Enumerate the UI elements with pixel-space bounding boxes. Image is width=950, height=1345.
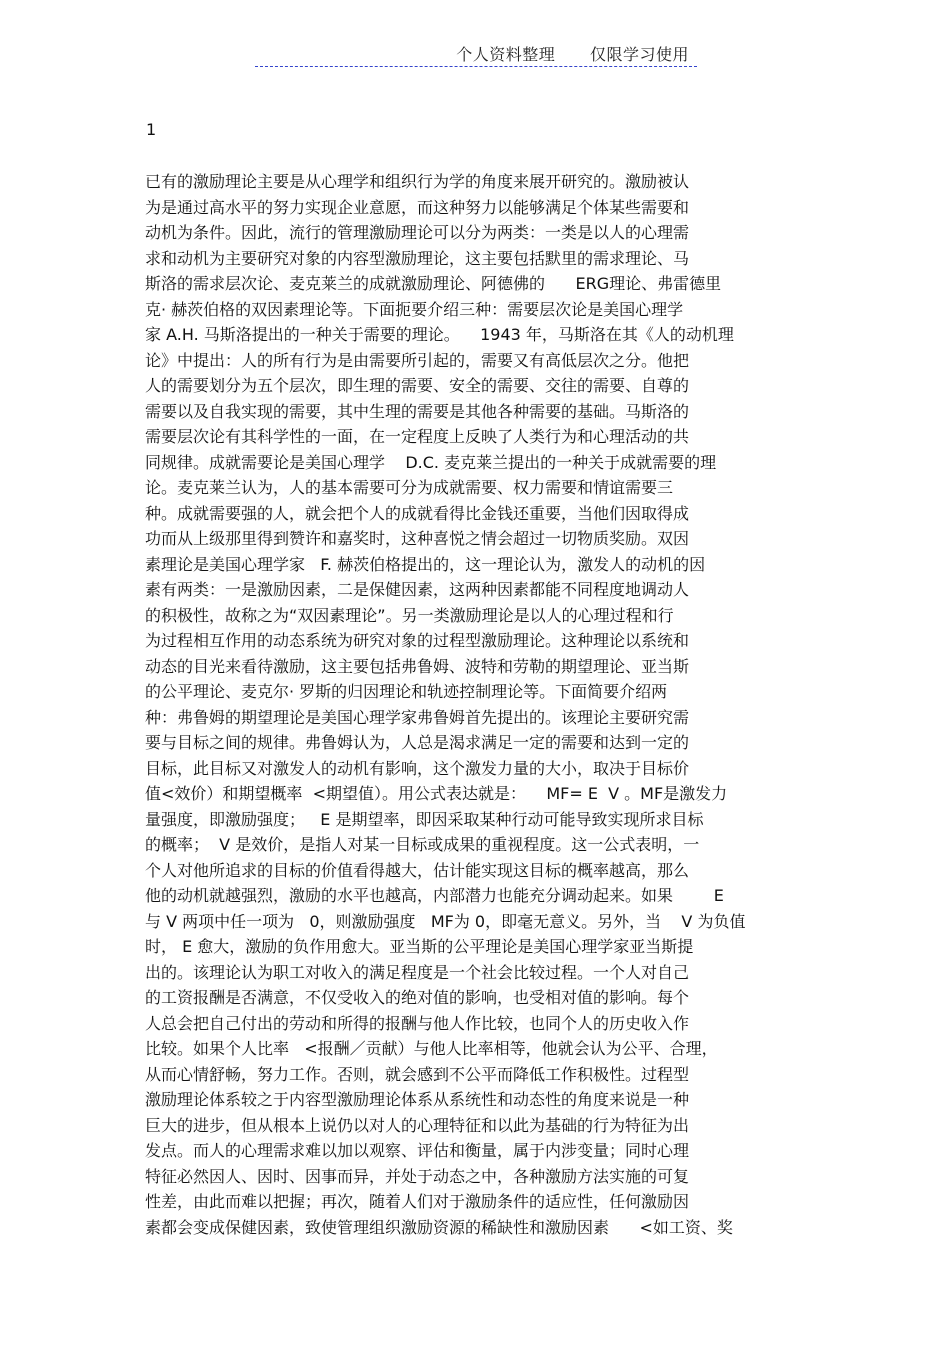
text-line: 素理论是美国心理学家 F. 赫茨伯格提出的，这一理论认为，激发人的动机的因 [145,554,706,574]
text-line: 克· 赫茨伯格的双因素理论等。下面扼要介绍三种：需要层次论是美国心理学 [145,299,684,319]
text-line: 论。麦克莱兰认为，人的基本需要可分为成就需要、权力需要和情谊需要三 [145,478,674,497]
text-line: 的公平理论、麦克尔· 罗斯的归因理论和轨迹控制理论等。下面简要介绍两 [145,682,668,701]
page-number: 1 [146,120,157,139]
text-line: 素都会变成保健因素，致使管理组织激励资源的稀缺性和激励因素 <如工资、奖 [145,1217,733,1237]
text-line: 素有两类：一是激励因素，二是保健因素，这两种因素都能不同程度地调动人 [145,580,690,599]
text-line: 为过程相互作用的动态系统为研究对象的过程型激励理论。这种理论以系统和 [145,631,690,650]
body-paragraph [145,169,805,1240]
text-line: 激励理论体系较之于内容型激励理论体系从系统性和动态性的角度来说是一种 [145,1090,690,1109]
text-line: 的概率； V 是效价，是指人对某一目标或成果的重视程度。这一公式表明，一 [145,835,700,854]
text-line: 特征必然因人、因时、因事而异，并处于动态之中，各种激励方法实施的可复 [145,1166,690,1186]
text-line: 人总会把自己付出的劳动和所得的报酬与他人作比较，也同个人的历史收入作 [145,1013,690,1033]
text-line: 个人对他所追求的目标的价值看得越大，估计能实现这目标的概率越高，那么 [145,860,690,880]
page-header [255,42,697,67]
text-line: 时， E 愈大，激励的负作用愈大。亚当斯的公平理论是美国心理学家亚当斯提 [145,937,694,956]
text-line: 需要以及自我实现的需要，其中生理的需要是其他各种需要的基础。马斯洛的 [145,401,690,421]
text-line: 家 A.H. 马斯洛提出的一种关于需要的理论。 1943 年，马斯洛在其《人的动机理 [145,325,734,344]
text-line: 斯洛的需求层次论、麦克莱兰的成就激励理论、阿德佛的 ERG理论、弗雷德里 [145,274,722,293]
text-line: 值<效价）和期望概率 <期望值）。用公式表达就是： MF= E V 。MF是激发力 [145,784,728,803]
text-line: 人的需要划分为五个层次，即生理的需要、安全的需要、交往的需要、自尊的 [145,376,690,395]
text-line: 性差，由此而难以把握；再次，随着人们对于激励条件的适应性，任何激励因 [145,1192,690,1211]
text-line: 出的。该理论认为职工对收入的满足程度是一个社会比较过程。一个人对自己 [145,962,690,982]
text-line: 论》中提出：人的所有行为是由需要所引起的，需要又有高低层次之分。他把 [145,350,690,370]
text-line: 巨大的进步，但从根本上说仍以对人的心理特征和以此为基础的行为特征为出 [145,1115,690,1135]
header-text: 个人资料整理 仅限学习使用 [456,45,689,64]
text-line: 发点。而人的心理需求难以加以观察、评估和衡量，属于内涉变量；同时心理 [145,1141,690,1160]
text-line: 的积极性，故称之为“双因素理论”。另一类激励理论是以人的心理过程和行 [145,605,674,625]
text-line: 为是通过高水平的努力实现企业意愿，而这种努力以能够满足个体某些需要和 [145,197,690,217]
text-line: 从而心情舒畅，努力工作。否则，就会感到不公平而降低工作积极性。过程型 [145,1064,690,1084]
text-line: 目标，此目标又对激发人的动机有影响，这个激发力量的大小，取决于目标价 [145,758,690,778]
text-line: 动态的目光来看待激励，这主要包括弗鲁姆、波特和劳勒的期望理论、亚当斯 [145,656,690,676]
text-line: 求和动机为主要研究对象的内容型激励理论，这主要包括默里的需求理论、马 [145,248,690,268]
text-line: 种：弗鲁姆的期望理论是美国心理学家弗鲁姆首先提出的。该理论主要研究需 [145,707,690,727]
text-line: 同规律。成就需要论是美国心理学 D.C. 麦克莱兰提出的一种关于成就需要的理 [145,452,717,472]
text-line: 动机为条件。因此，流行的管理激励理论可以分为两类：一类是以人的心理需 [145,223,690,242]
text-line: 量强度，即激励强度； E 是期望率，即因采取某种行动可能导致实现所求目标 [145,809,704,829]
text-line: 与 V 两项中任一项为 0，则激励强度 MF为 0，即毫无意义。另外，当 V 为负值 [145,911,746,931]
text-line: 他的动机就越强烈，激励的水平也越高，内部潜力也能充分调动起来。如果 E [145,886,724,905]
text-line: 已有的激励理论主要是从心理学和组织行为学的角度来展开研究的。激励被认 [145,172,690,191]
text-line: 需要层次论有其科学性的一面，在一定程度上反映了人类行为和心理活动的共 [145,427,690,446]
text-line: 要与目标之间的规律。弗鲁姆认为，人总是渴求满足一定的需要和达到一定的 [145,733,690,752]
text-line: 的工资报酬是否满意，不仅受收入的绝对值的影响，也受相对值的影响。每个 [145,988,690,1007]
text-line: 功而从上级那里得到赞许和嘉奖时，这种喜悦之情会超过一切物质奖励。双因 [145,529,690,548]
text-line: 种。成就需要强的人，就会把个人的成就看得比金钱还重要，当他们因取得成 [145,503,690,523]
text-line: 比较。如果个人比率 <报酬／贡献）与他人比率相等，他就会认为公平、合理， [145,1039,718,1058]
